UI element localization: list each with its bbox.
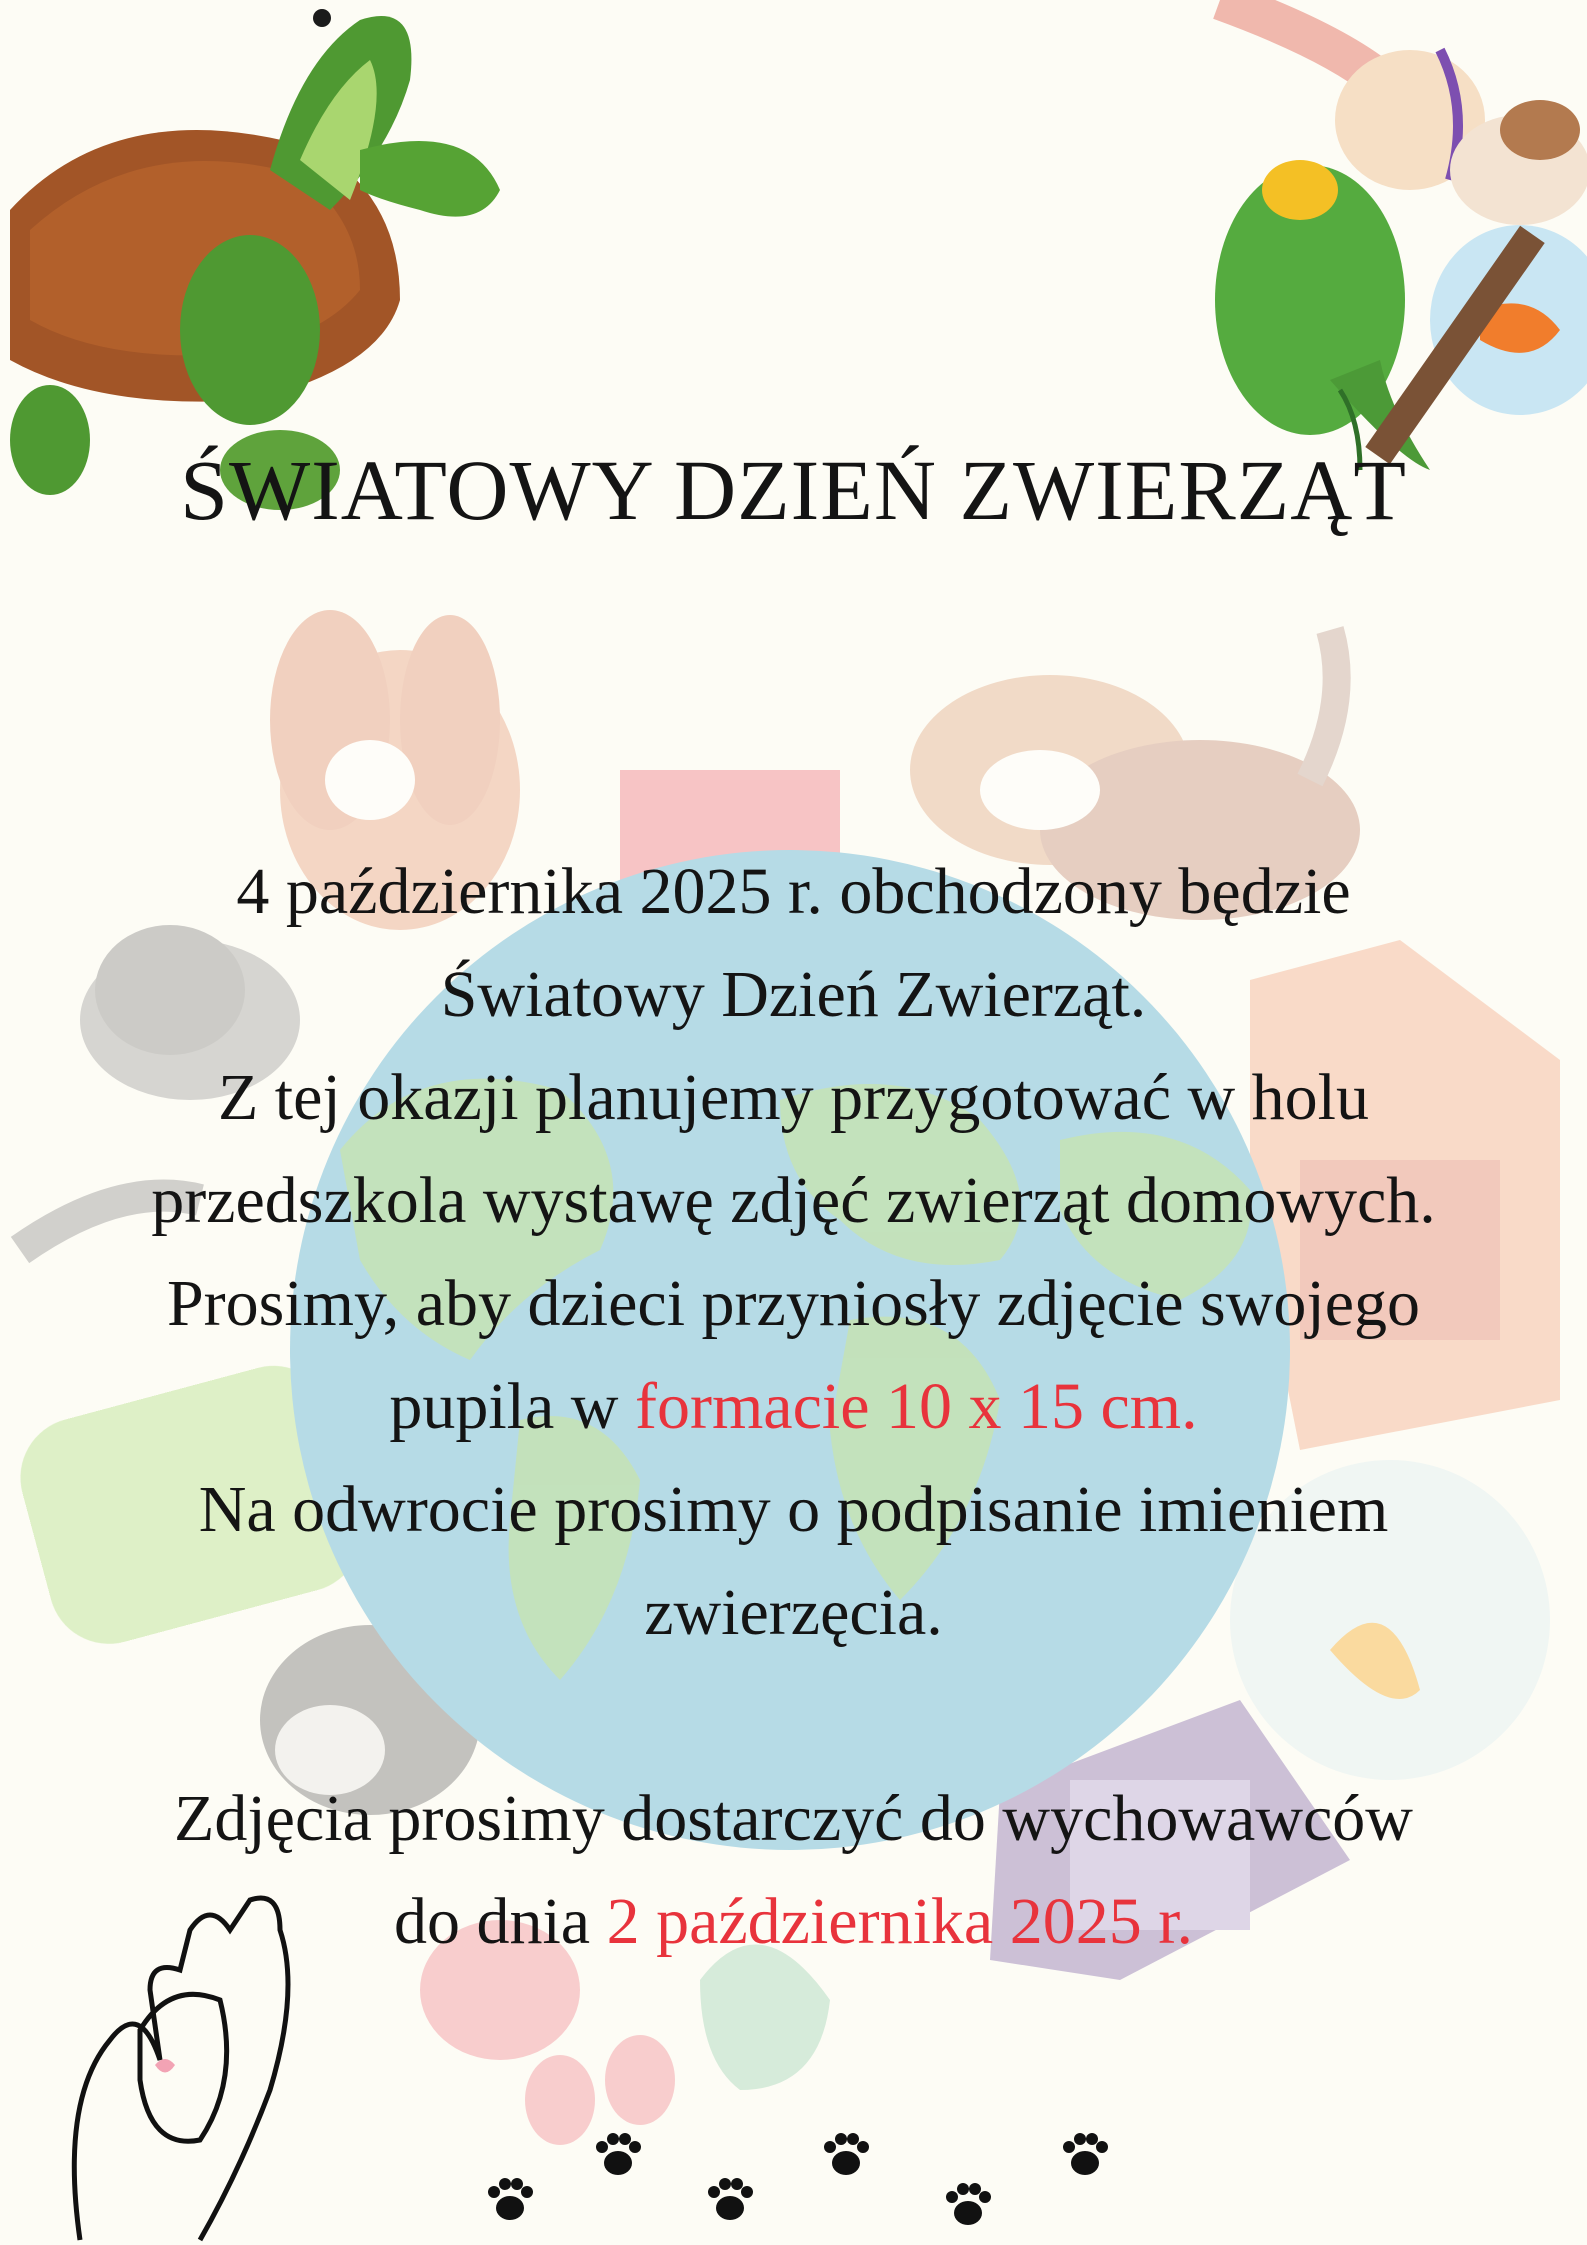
text-line — [20, 1355, 1567, 1458]
deadline-highlight: 2 października 2025 r. — [606, 1885, 1194, 1958]
paw-print-icon — [938, 2175, 998, 2235]
page-title: ŚWIATOWY DZIEŃ ZWIERZĄT — [180, 442, 1407, 538]
paw-print-icon — [816, 2125, 876, 2185]
text-line: Na odwrocie prosimy o podpisanie imieniem — [198, 1473, 1389, 1546]
paw-print-icon — [1055, 2125, 1115, 2185]
text-line: Światowy Dzień Zwierząt. — [440, 958, 1147, 1031]
text-line: Zdjęcia prosimy dostarczyć do wychowawców — [174, 1782, 1413, 1855]
photo-format-highlight: formacie 10 x 15 cm. — [634, 1370, 1198, 1443]
paw-print-icon — [588, 2125, 648, 2185]
text-line: przedszkola wystawę zdjęć zwierząt domowych. — [151, 1164, 1436, 1237]
paw-print-icon — [700, 2170, 760, 2230]
text-line: Prosimy, aby dzieci przyniosły zdjęcie swojego — [166, 1267, 1421, 1340]
text-fragment: pupila w — [389, 1370, 635, 1443]
paw-print-icon — [480, 2170, 540, 2230]
text-line: 4 października 2025 r. obchodzony będzie — [236, 855, 1351, 928]
announcement-text — [20, 840, 1567, 1973]
spacer — [20, 1664, 1567, 1767]
text-line: zwierzęcia. — [644, 1576, 943, 1649]
text-line: Z tej okazji planujemy przygotować w holu — [217, 1061, 1369, 1134]
text-line — [20, 1870, 1567, 1973]
text-fragment: do dnia — [393, 1885, 607, 1958]
